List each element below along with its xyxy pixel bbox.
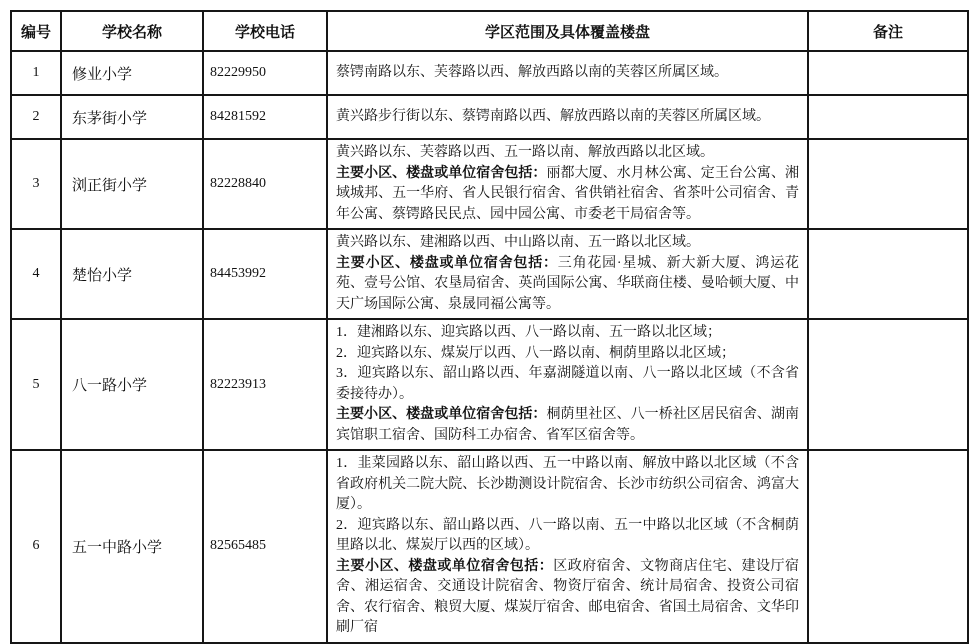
district-text: 黄兴路步行街以东、蔡锷南路以西、解放西路以南的芙蓉区所属区域。 <box>336 108 770 124</box>
district-bold-label: 主要小区、楼盘或单位宿舍包括： <box>336 165 547 181</box>
school-district-table <box>10 10 969 644</box>
school-name-cell: 修业小学 <box>61 51 203 95</box>
district-paragraph <box>336 63 799 84</box>
district-paragraph <box>336 107 799 128</box>
district-text: 丽都大厦、水月林公寓、定王台公寓、湘域城邦、五一华府、省人民银行宿舍、省供销社宿舍、省茶叶公司宿舍、青年公寓、蔡锷路民民点、园中园公寓、市委老干局宿舍等。 <box>336 165 799 222</box>
school-phone-cell: 82228840 <box>203 139 327 229</box>
row-number-cell: 1 <box>11 51 61 95</box>
school-name-cell: 楚怡小学 <box>61 229 203 319</box>
district-text: 2．迎宾路以东、韶山路以西、八一路以南、五一中路以北区域（不含桐荫里路以北、煤炭厅以西的区域）。 <box>336 517 799 553</box>
district-text: 3．迎宾路以东、韶山路以西、年嘉湖隧道以南、八一路以北区域（不含省委接待办）。 <box>336 366 799 402</box>
district-paragraph <box>336 557 799 639</box>
table-row <box>11 229 968 319</box>
district-paragraph <box>336 233 799 254</box>
district-text: 三角花园·星城、新大新大厦、鸿运花苑、壹号公馆、农垦局宿舍、英尚国际公寓、华联商住楼、曼哈顿大厦、中天广场国际公寓、泉晟同福公寓等。 <box>336 255 799 312</box>
district-scope-cell <box>327 229 808 319</box>
header-school-phone: 学校电话 <box>203 11 327 51</box>
row-number-cell: 2 <box>11 95 61 139</box>
remark-cell <box>808 95 968 139</box>
district-text: 黄兴路以东、芙蓉路以西、五一路以南、解放西路以北区域。 <box>336 145 714 160</box>
row-number-cell: 5 <box>11 319 61 450</box>
table-row <box>11 319 968 450</box>
district-scope-cell <box>327 450 808 643</box>
district-bold-label: 主要小区、楼盘或单位宿舍包括： <box>336 407 547 422</box>
district-paragraph <box>336 164 799 226</box>
district-paragraph <box>336 344 799 365</box>
school-name-cell: 五一中路小学 <box>61 450 203 643</box>
district-text: 区政府宿舍、文物商店住宅、建设厅宿舍、湘运宿舍、交通设计院宿舍、物资厅宿舍、统计局宿舍、投资公司宿舍、农行宿舍、粮贸大厦、煤炭厅宿舍、邮电宿舍、省国土局宿舍、文华印刷厂宿 <box>336 558 800 635</box>
district-scope-cell <box>327 51 808 95</box>
school-phone-cell: 82229950 <box>203 51 327 95</box>
header-id: 编号 <box>11 11 61 51</box>
remark-cell <box>808 450 968 643</box>
school-phone-cell: 82565485 <box>203 450 327 643</box>
school-name-cell: 浏正街小学 <box>61 139 203 229</box>
header-district-scope: 学区范围及具体覆盖楼盘 <box>327 11 808 51</box>
school-phone-cell: 84281592 <box>203 95 327 139</box>
school-name-cell: 东茅街小学 <box>61 95 203 139</box>
district-text: 蔡锷南路以东、芙蓉路以西、解放西路以南的芙蓉区所属区域。 <box>336 64 728 80</box>
header-row <box>11 11 968 51</box>
remark-cell <box>808 51 968 95</box>
district-text: 黄兴路以东、建湘路以西、中山路以南、五一路以北区域。 <box>336 235 700 250</box>
district-scope-cell <box>327 319 808 450</box>
district-text: 2．迎宾路以东、煤炭厅以西、八一路以南、桐荫里路以北区域； <box>336 345 735 361</box>
district-bold-label: 主要小区、楼盘或单位宿舍包括： <box>336 558 554 574</box>
district-text: 桐荫里社区、八一桥社区居民宿舍、湖南宾馆职工宿舍、国防科工办宿舍、省军区宿舍等。 <box>336 407 799 443</box>
district-bold-label: 主要小区、楼盘或单位宿舍包括： <box>336 255 558 271</box>
district-paragraph <box>336 143 799 164</box>
table-row <box>11 139 968 229</box>
table-row <box>11 95 968 139</box>
row-number-cell: 6 <box>11 450 61 643</box>
row-number-cell: 4 <box>11 229 61 319</box>
table-row <box>11 51 968 95</box>
remark-cell <box>808 319 968 450</box>
remark-cell <box>808 139 968 229</box>
district-paragraph <box>336 405 799 446</box>
row-number-cell: 3 <box>11 139 61 229</box>
district-scope-cell <box>327 95 808 139</box>
header-remark: 备注 <box>808 11 968 51</box>
district-text: 1．韭菜园路以东、韶山路以西、五一中路以南、解放中路以北区域（不含省政府机关二院大院、长沙勘测设计院宿舍、长沙市纺织公司宿舍、鸿富大厦）。 <box>336 456 799 512</box>
header-school-name: 学校名称 <box>61 11 203 51</box>
district-scope-cell <box>327 139 808 229</box>
district-paragraph <box>336 254 799 316</box>
district-paragraph <box>336 364 799 405</box>
school-phone-cell: 84453992 <box>203 229 327 319</box>
district-paragraph <box>336 454 799 516</box>
district-paragraph <box>336 323 799 344</box>
school-phone-cell: 82223913 <box>203 319 327 450</box>
district-text: 1．建湘路以东、迎宾路以西、八一路以南、五一路以北区域； <box>336 325 721 340</box>
table-row <box>11 450 968 643</box>
district-paragraph <box>336 516 799 557</box>
school-name-cell: 八一路小学 <box>61 319 203 450</box>
remark-cell <box>808 229 968 319</box>
